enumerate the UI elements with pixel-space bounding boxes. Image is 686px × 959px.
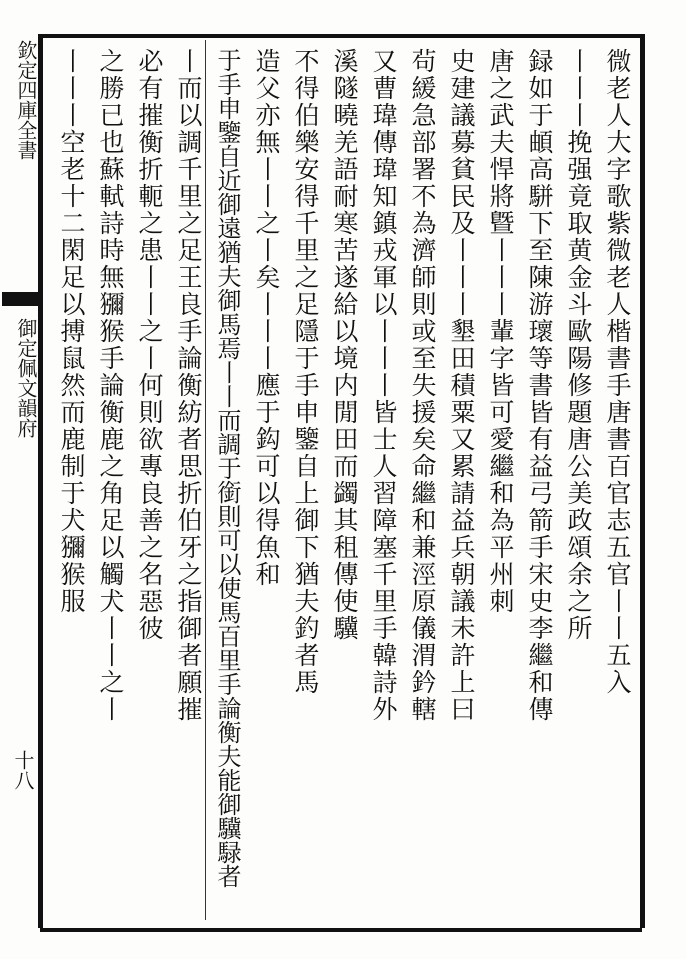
left-border <box>38 34 43 928</box>
margin-header: 欽定四庫全書 <box>14 40 38 160</box>
text-column-5: 史建議募貧民及丨丨丨墾田積粟又累請益兵朝議未許上曰 <box>447 48 476 723</box>
column-divider <box>205 40 206 920</box>
text-column-12: 丨而以調千里之足王良手論衡紡者思折伯牙之指御者願摧 <box>174 48 203 723</box>
text-column-10: 造父亦無丨丨之丨矣丨丨丨應于鈎可以得魚和 <box>252 48 281 588</box>
text-column-2: 丨丨丨挽强竟取黄金斗歐陽修題唐公美政頌余之所 <box>564 48 593 642</box>
text-column-4: 唐之武夫悍將曁丨丨丨輩字皆可愛繼和為平州刺 <box>486 48 515 615</box>
text-column-6: 茍緩急部署不為濟師則或至失援矣命繼和兼涇原儀渭鈐轄 <box>408 48 437 723</box>
right-border <box>640 34 645 928</box>
text-column-3: 録如于頔高駢下至陳游瓌等書皆有益弓箭手宋史李繼和傳 <box>525 48 554 723</box>
fishtail-mark <box>2 292 38 306</box>
text-column-11: 于手申鑒自近御遠猶夫御馬焉丨丨而調于銜則可以使馬百里手論衡夫能御驥騄者 <box>213 48 241 888</box>
text-column-13: 必有摧衡折軛之患丨丨之丨何則欲專良善之名惡彼 <box>135 48 164 642</box>
text-column-14: 之勝已也蘇軾詩時無獼猴手論衡鹿之角足以觸犬丨丨之丨 <box>96 48 125 723</box>
text-column-7: 又曹瑋傳瑋知鎮戎軍以丨丨丨皆士人習障塞千里手韓詩外 <box>369 48 398 723</box>
text-column-1: 微老人大字歌紫微老人楷書手唐書百官志五官丨丨五入 <box>603 48 632 696</box>
book-title: 御定佩文韻府 <box>14 318 38 438</box>
text-column-15: 丨丨丨空老十二閑足以搏鼠然而鹿制于犬獼猴服 <box>57 48 86 615</box>
text-column-9: 不得伯樂安得千里之足隱于手申鑒自上御下猶夫釣者馬 <box>291 48 320 696</box>
text-column-8: 溪隧曉羌語耐寒苦遂給以境内閒田而蠲其租傳使驥 <box>330 48 359 642</box>
folio-number: 十八 <box>11 750 35 790</box>
